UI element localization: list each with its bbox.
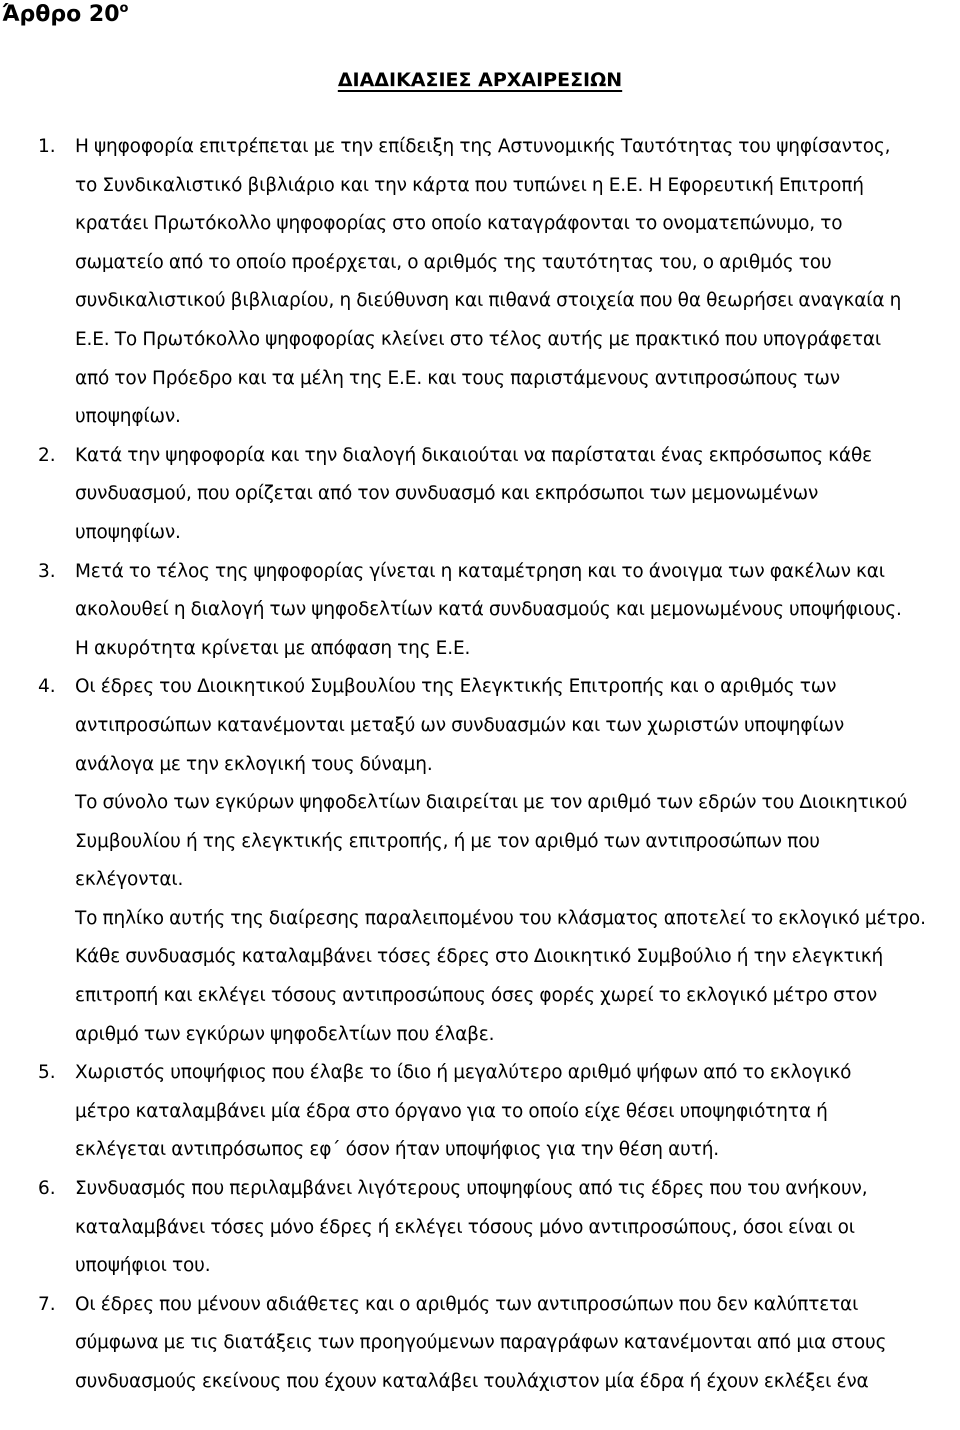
list-item bbox=[0, 668, 960, 1054]
item-paragraph bbox=[75, 437, 956, 553]
paragraph-line: κρατάει Πρωτόκολλο ψηφοφορίας στο οποίο καταγράφονται το ονοματεπώνυμο, το bbox=[75, 213, 843, 235]
paragraph-line: μέτρο καταλαμβάνει μία έδρα στο όργανο για το οποίο είχε θέσει υποψηφιότητα ή bbox=[75, 1100, 828, 1122]
item-number: 3. bbox=[38, 560, 56, 582]
paragraph-line: ανάλογα με την εκλογική τους δύναμη. bbox=[75, 753, 433, 775]
paragraph-line: Οι έδρες που μένουν αδιάθετες και ο αριθμός των αντιπροσώπων που δεν καλύπτεται bbox=[75, 1293, 859, 1315]
paragraph-line: συνδυασμούς εκείνους που έχουν καταλάβει τουλάχιστον μία έδρα ή έχουν εκλέξει ένα bbox=[75, 1371, 869, 1392]
paragraph-line: καταλαμβάνει τόσες μόνο έδρες ή εκλέγει τόσους μόνο αντιπροσώπους, όσοι είναι οι bbox=[75, 1216, 855, 1238]
paragraph-line: Το σύνολο των εγκύρων ψηφοδελτίων διαιρείται με τον αριθμό των εδρών του Διοικητικού bbox=[75, 792, 908, 814]
item-paragraph bbox=[75, 553, 956, 669]
paragraph-line: Ε.Ε. Το Πρωτόκολλο ψηφοφορίας κλείνει στο τέλος αυτής με πρακτικό που υπογράφεται bbox=[75, 328, 882, 350]
paragraph-line: εκλέγονται. bbox=[75, 869, 184, 891]
paragraph-line: Η ψηφοφορία επιτρέπεται με την επίδειξη της Αστυνομικής Ταυτότητας του ψηφίσαντος, bbox=[75, 136, 891, 157]
list-item bbox=[0, 437, 960, 553]
item-paragraph bbox=[75, 938, 956, 1054]
paragraph-line: Κατά την ψηφοφορία και την διαλογή δικαιούται να παρίσταται ένας εκπρόσωπος κάθε bbox=[75, 444, 872, 466]
paragraph-line: υποψηφίων. bbox=[75, 521, 181, 543]
paragraph-line: υποψηφίων. bbox=[75, 406, 181, 428]
paragraph-line: Το πηλίκο αυτής της διαίρεσης παραλειπομένου του κλάσματος αποτελεί το εκλογικό μέτρο. bbox=[75, 907, 926, 929]
paragraph-line: Κάθε συνδυασμός καταλαμβάνει τόσες έδρες στο Διοικητικό Συμβούλιο ή την ελεγκτική bbox=[75, 946, 884, 968]
item-paragraph bbox=[75, 668, 956, 784]
section-heading: ΔΙΑΔΙΚΑΣΙΕΣ ΑΡΧΑΙΡΕΣΙΩΝ bbox=[337, 69, 623, 91]
paragraph-line: συνδυασμού, που ορίζεται από τον συνδυασμό και εκπρόσωποι των μεμονωμένων bbox=[75, 483, 819, 505]
paragraph-line: αντιπροσώπων κατανέμονται μεταξύ ων συνδυασμών και των χωριστών υποψηφίων bbox=[75, 714, 845, 736]
paragraph-line: επιτροπή και εκλέγει τόσους αντιπροσώπους όσες φορές χωρεί το εκλογικό μέτρο στον bbox=[75, 985, 878, 1007]
item-number: 4. bbox=[38, 676, 56, 698]
item-number: 2. bbox=[38, 444, 56, 466]
paragraph-line: Η ακυρότητα κρίνεται με απόφαση της Ε.Ε. bbox=[75, 637, 471, 659]
paragraph-line: σωματείο από το οποίο προέρχεται, ο αριθμός της ταυτότητας του, ο αριθμός του bbox=[75, 251, 832, 273]
paragraph-line: Μετά το τέλος της ψηφοφορίας γίνεται η καταμέτρηση και το άνοιγμα των φακέλων και bbox=[75, 560, 885, 582]
paragraph-line: εκλέγεται αντιπρόσωπος εφ΄ όσον ήταν υποψήφιος για την θέση αυτή. bbox=[75, 1139, 720, 1161]
item-number: 5. bbox=[38, 1062, 56, 1084]
numbered-list bbox=[0, 128, 960, 1402]
item-paragraph bbox=[75, 128, 956, 437]
item-number: 6. bbox=[38, 1178, 56, 1200]
list-item bbox=[0, 128, 960, 437]
paragraph-line: το Συνδικαλιστικό βιβλιάριο και την κάρτα που τυπώνει η Ε.Ε. Η Εφορευτική Επιτροπή bbox=[75, 174, 864, 196]
paragraph-line: ακολουθεί η διαλογή των ψηφοδελτίων κατά συνδυασμούς και μεμονωμένους υποψήφιους. bbox=[75, 599, 902, 621]
item-paragraph bbox=[75, 1170, 956, 1286]
item-paragraph bbox=[75, 1054, 956, 1170]
paragraph-line: από τον Πρόεδρο και τα μέλη της Ε.Ε. και τους παριστάμενους αντιπροσώπους των bbox=[75, 367, 840, 389]
paragraph-line: αριθμό των εγκύρων ψηφοδελτίων που έλαβε. bbox=[75, 1023, 495, 1045]
paragraph-line: Οι έδρες του Διοικητικού Συμβουλίου της Ελεγκτικής Επιτροπής και ο αριθμός των bbox=[75, 676, 837, 698]
paragraph-line: σύμφωνα με τις διατάξεις των προηγούμενων παραγράφων κατανέμονται από μια στους bbox=[75, 1332, 887, 1354]
list-item bbox=[0, 1286, 960, 1402]
list-item bbox=[0, 553, 960, 669]
item-number: 1. bbox=[38, 136, 56, 157]
article-title bbox=[2, 0, 128, 30]
item-paragraph bbox=[75, 784, 956, 900]
article-title-text: Άρθρο 20 bbox=[2, 2, 120, 27]
list-item bbox=[0, 1170, 960, 1286]
paragraph-line: Συνδυασμός που περιλαμβάνει λιγότερους υποψηφίους από τις έδρες που του ανήκουν, bbox=[75, 1178, 868, 1200]
item-paragraph bbox=[75, 900, 956, 939]
paragraph-line: Συμβουλίου ή της ελεγκτικής επιτροπής, ή με τον αριθμό των αντιπροσώπων που bbox=[75, 830, 820, 852]
list-item bbox=[0, 1054, 960, 1170]
article-title-superscript: ο bbox=[119, 1, 129, 16]
item-paragraph bbox=[75, 1286, 956, 1402]
paragraph-line: Χωριστός υποψήφιος που έλαβε το ίδιο ή μεγαλύτερο αριθμό ψήφων από το εκλογικό bbox=[75, 1062, 852, 1084]
paragraph-line: υποψήφιοι του. bbox=[75, 1255, 211, 1277]
paragraph-line: συνδικαλιστικού βιβλιαρίου, η διεύθυνση και πιθανά στοιχεία που θα θεωρήσει αναγκαία η bbox=[75, 290, 902, 312]
item-number: 7. bbox=[38, 1293, 56, 1315]
